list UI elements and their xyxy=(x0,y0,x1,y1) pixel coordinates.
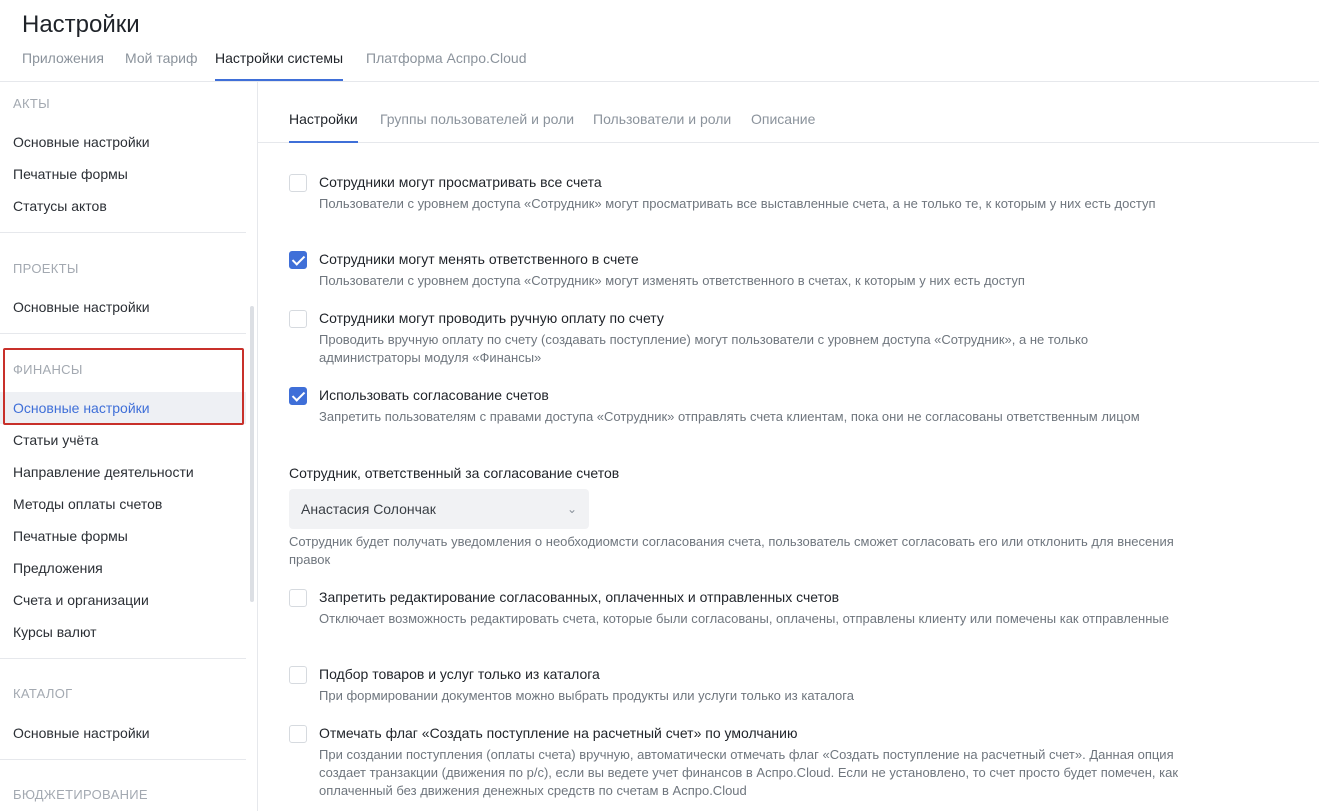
option-title: Запретить редактирование согласованных, оплаченных и отправленных счетов xyxy=(319,589,840,605)
tab-my-plan[interactable]: Мой тариф xyxy=(125,50,198,66)
tab-users-roles[interactable]: Пользователи и роли xyxy=(593,111,732,127)
sidebar-item-acts-print-forms[interactable]: Печатные формы xyxy=(13,166,128,182)
option-description: Пользователи с уровнем доступа «Сотрудник» могут изменять ответственного в счетах, к которым у них есть доступ xyxy=(319,273,1025,288)
approver-label: Сотрудник, ответственный за согласование счетов xyxy=(289,465,620,481)
tab-system-settings[interactable]: Настройки системы xyxy=(215,50,343,81)
sidebar-item-projects-main-settings[interactable]: Основные настройки xyxy=(13,299,150,315)
checkbox[interactable] xyxy=(289,666,307,684)
approver-select[interactable] xyxy=(289,489,589,529)
sidebar-item-finance-print-forms[interactable]: Печатные формы xyxy=(13,528,128,544)
option-description: Отключает возможность редактировать счета, которые были согласованы, оплачены, отправлены клиенту или помечены как отправленные xyxy=(319,611,1169,626)
sidebar-section-acts: АКТЫ xyxy=(13,96,50,111)
sidebar-section-budgeting: БЮДЖЕТИРОВАНИЕ xyxy=(13,787,148,802)
option-title: Использовать согласование счетов xyxy=(319,387,549,403)
checkbox-checked[interactable] xyxy=(289,251,307,269)
option-title: Отмечать флаг «Создать поступление на расчетный счет» по умолчанию xyxy=(319,725,798,741)
sidebar-item-finance-business-direction[interactable]: Направление деятельности xyxy=(13,464,194,480)
option-title: Сотрудники могут менять ответственного в счете xyxy=(319,251,639,267)
sidebar-divider xyxy=(0,759,246,760)
main-content xyxy=(258,82,1319,811)
option-description: Запретить пользователям с правами доступа «Сотрудник» отправлять счета клиентам, пока они не согласованы ответственным лицом xyxy=(319,409,1140,424)
sidebar-item-finance-main-settings[interactable]: Основные настройки xyxy=(0,392,246,424)
sidebar-divider xyxy=(0,658,246,659)
sidebar-item-finance-currency-rates[interactable]: Курсы валют xyxy=(13,624,97,640)
sidebar-item-catalog-main-settings[interactable]: Основные настройки xyxy=(13,725,150,741)
sidebar-item-finance-offers[interactable]: Предложения xyxy=(13,560,103,576)
checkbox-checked[interactable] xyxy=(289,387,307,405)
tab-settings[interactable]: Настройки xyxy=(289,111,358,143)
option-description: При формировании документов можно выбрать продукты или услуги только из каталога xyxy=(319,688,854,703)
sub-tabs xyxy=(258,82,1319,143)
sidebar-scrollbar[interactable] xyxy=(250,306,254,602)
sidebar-section-finance: ФИНАНСЫ xyxy=(13,362,83,377)
tab-description[interactable]: Описание xyxy=(751,111,816,127)
sidebar-item-acts-statuses[interactable]: Статусы актов xyxy=(13,198,107,214)
checkbox[interactable] xyxy=(289,725,307,743)
checkbox[interactable] xyxy=(289,174,307,192)
tab-applications[interactable]: Приложения xyxy=(22,50,104,66)
checkbox[interactable] xyxy=(289,310,307,328)
checkbox[interactable] xyxy=(289,589,307,607)
approver-help: Сотрудник будет получать уведомления о необходиомсти согласования счета, пользователь сможет согласовать его или отклонить для внесения правок xyxy=(289,534,1174,567)
option-description: При создании поступления (оплаты счета) вручную, автоматически отмечать флаг «Создать поступление на расчетный счет». Данная опция создает транзакции (движения по р/с), если вы ведете учет финансов в Аспро.Cloud. Если не установлено, то счет просто будет помечен, как оплаченный без движения денежных средств по счетам в Аспро.Cloud xyxy=(319,747,1179,798)
option-description: Проводить вручную оплату по счету (создавать поступление) могут пользователи с уровнем доступа «Сотрудник», а не только администраторы модуля «Финансы» xyxy=(319,332,1089,365)
option-title: Сотрудники могут проводить ручную оплату по счету xyxy=(319,310,664,326)
page-title: Настройки xyxy=(22,11,140,38)
sidebar-divider xyxy=(0,333,246,334)
approver-value: Анастасия Солончак xyxy=(301,501,436,517)
sidebar-item-acts-main-settings[interactable]: Основные настройки xyxy=(13,134,150,150)
tab-user-groups-roles[interactable]: Группы пользователей и роли xyxy=(380,111,575,127)
option-description: Пользователи с уровнем доступа «Сотрудник» могут просматривать все выставленные счета, а не только те, к которым у них есть доступ xyxy=(319,196,1156,211)
option-title: Сотрудники могут просматривать все счета xyxy=(319,174,602,190)
sidebar xyxy=(0,82,258,811)
tab-platform[interactable]: Платформа Аспро.Cloud xyxy=(366,50,527,66)
sidebar-item-finance-accounting-items[interactable]: Статьи учёта xyxy=(13,432,99,448)
chevron-down-icon: ⌄ xyxy=(566,502,577,516)
sidebar-item-finance-accounts-orgs[interactable]: Счета и организации xyxy=(13,592,149,608)
sidebar-divider xyxy=(0,232,246,233)
sidebar-section-projects: ПРОЕКТЫ xyxy=(13,261,79,276)
header xyxy=(0,0,1319,82)
sidebar-section-catalog: КАТАЛОГ xyxy=(13,686,73,701)
sidebar-item-finance-payment-methods[interactable]: Методы оплаты счетов xyxy=(13,496,163,512)
option-title: Подбор товаров и услуг только из каталога xyxy=(319,666,600,682)
